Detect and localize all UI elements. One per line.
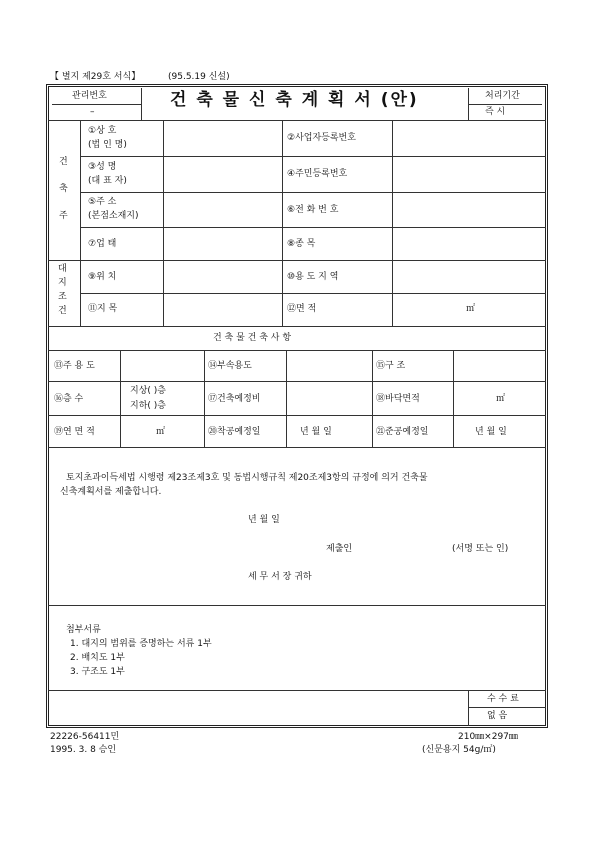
processing-period-label: 처리기간 (485, 91, 520, 101)
management-number-value: – (90, 107, 95, 117)
paper-size: 210㎜×297㎜ (458, 732, 518, 742)
land-group-label: 건 (58, 306, 67, 316)
divider (163, 120, 164, 326)
representative-name-label: ③성 명 (88, 162, 117, 172)
builder-group-label: 축 (59, 184, 68, 194)
divider (80, 156, 546, 157)
divider (48, 350, 546, 351)
land-area-unit: ㎡ (466, 304, 476, 314)
business-item-label: ⑧종 목 (287, 239, 316, 249)
divider (468, 104, 542, 105)
divider (120, 350, 121, 447)
divider (286, 350, 287, 447)
below-ground-floors: 지하( )층 (130, 401, 166, 411)
divider (282, 120, 283, 326)
attachment-item: 2. 배치도 1부 (70, 653, 125, 663)
divider (204, 350, 205, 447)
processing-period-value: 즉 시 (485, 107, 506, 117)
divider (372, 350, 373, 447)
representative-sub-label: (대 표 자) (88, 176, 127, 186)
divider (52, 104, 141, 105)
start-date-value: 년 월 일 (300, 427, 332, 437)
divider (468, 707, 546, 708)
fee-label: 수 수 료 (487, 694, 519, 704)
zoning-label: ⑩용 도 지 역 (287, 272, 339, 282)
divider (392, 120, 393, 326)
addressee-label: 세 무 서 장 귀하 (248, 572, 312, 582)
approval-date: 1995. 3. 8 승인 (50, 745, 117, 755)
divider (48, 120, 546, 121)
form-date-label: (95.5.19 신설) (168, 72, 230, 82)
divider (80, 120, 81, 326)
structure-label: ⑮구 조 (376, 361, 406, 371)
above-ground-floors: 지상( )층 (130, 386, 166, 396)
construction-cost-label: ⑰건축예정비 (208, 394, 261, 404)
attachment-item: 1. 대지의 범위를 증명하는 서류 1부 (70, 639, 212, 649)
phone-number-label: ⑥전 화 번 호 (287, 205, 339, 215)
building-section-title: 건 축 물 건 축 사 항 (213, 333, 292, 343)
divider (80, 293, 546, 294)
attachment-item: 3. 구조도 1부 (70, 667, 125, 677)
start-date-label: ⑳착공예정일 (208, 427, 261, 437)
company-name-label: ①상 호 (88, 126, 117, 136)
finish-date-value: 년 월 일 (475, 427, 507, 437)
fee-value: 없 음 (487, 711, 508, 721)
land-group-label: 지 (58, 278, 67, 288)
company-name-sub-label: (법 인 명) (88, 140, 127, 150)
divider (453, 350, 454, 447)
sub-use-label: ⑭부속용도 (208, 361, 252, 371)
address-label: ⑤주 소 (88, 197, 117, 207)
declaration-text-line1: 토지초과이득세법 시행령 제23조제3호 및 동법시행규칙 제20조제3항의 규정에 의거 건축물 (66, 473, 428, 483)
address-sub-label: (본점소재지) (88, 211, 139, 221)
floor-area-label: ⑱바닥면적 (376, 394, 420, 404)
land-group-label: 대 (58, 264, 67, 274)
builder-group-label: 건 (59, 157, 68, 167)
divider (48, 447, 546, 448)
divider (48, 415, 546, 416)
business-reg-number-label: ②사업자등록번호 (287, 133, 356, 143)
land-category-label: ⑪지 목 (88, 304, 118, 314)
divider (80, 192, 546, 193)
declaration-text-line2: 신축계획서를 제출합니다. (60, 487, 162, 497)
builder-group-label: 주 (59, 211, 68, 221)
form-number-label: 【 별지 제29호 서식】 (50, 72, 141, 82)
location-label: ⑨위 치 (88, 272, 117, 282)
attachments-title: 첨부서류 (66, 625, 101, 635)
divider (48, 605, 546, 606)
finish-date-label: ㉑준공예정일 (376, 427, 429, 437)
divider (48, 381, 546, 382)
floors-label: ⑯층 수 (54, 394, 84, 404)
management-number-label: 관리번호 (72, 91, 107, 101)
gross-area-label: ⑲연 면 적 (54, 427, 95, 437)
gross-area-unit: ㎡ (156, 427, 166, 437)
form-code: 22226-56411민 (50, 732, 120, 742)
divider (48, 326, 546, 327)
paper-type: (신문용지 54g/㎡) (422, 745, 496, 755)
divider (468, 690, 469, 726)
land-area-label: ⑫면 적 (287, 304, 317, 314)
business-type-label: ⑦업 태 (88, 239, 117, 249)
land-group-label: 조 (58, 292, 67, 302)
signature-label: (서명 또는 인) (452, 544, 509, 554)
submitter-label: 제출인 (326, 544, 353, 554)
divider (141, 88, 142, 120)
main-use-label: ⑬주 용 도 (54, 361, 95, 371)
form-title: 건 축 물 신 축 계 획 서 (안) (170, 90, 419, 110)
floor-area-unit: ㎡ (496, 394, 506, 404)
divider (48, 260, 546, 261)
resident-number-label: ④주민등록번호 (287, 169, 348, 179)
submission-date: 년 월 일 (248, 515, 280, 525)
divider (48, 690, 546, 691)
divider (80, 227, 546, 228)
